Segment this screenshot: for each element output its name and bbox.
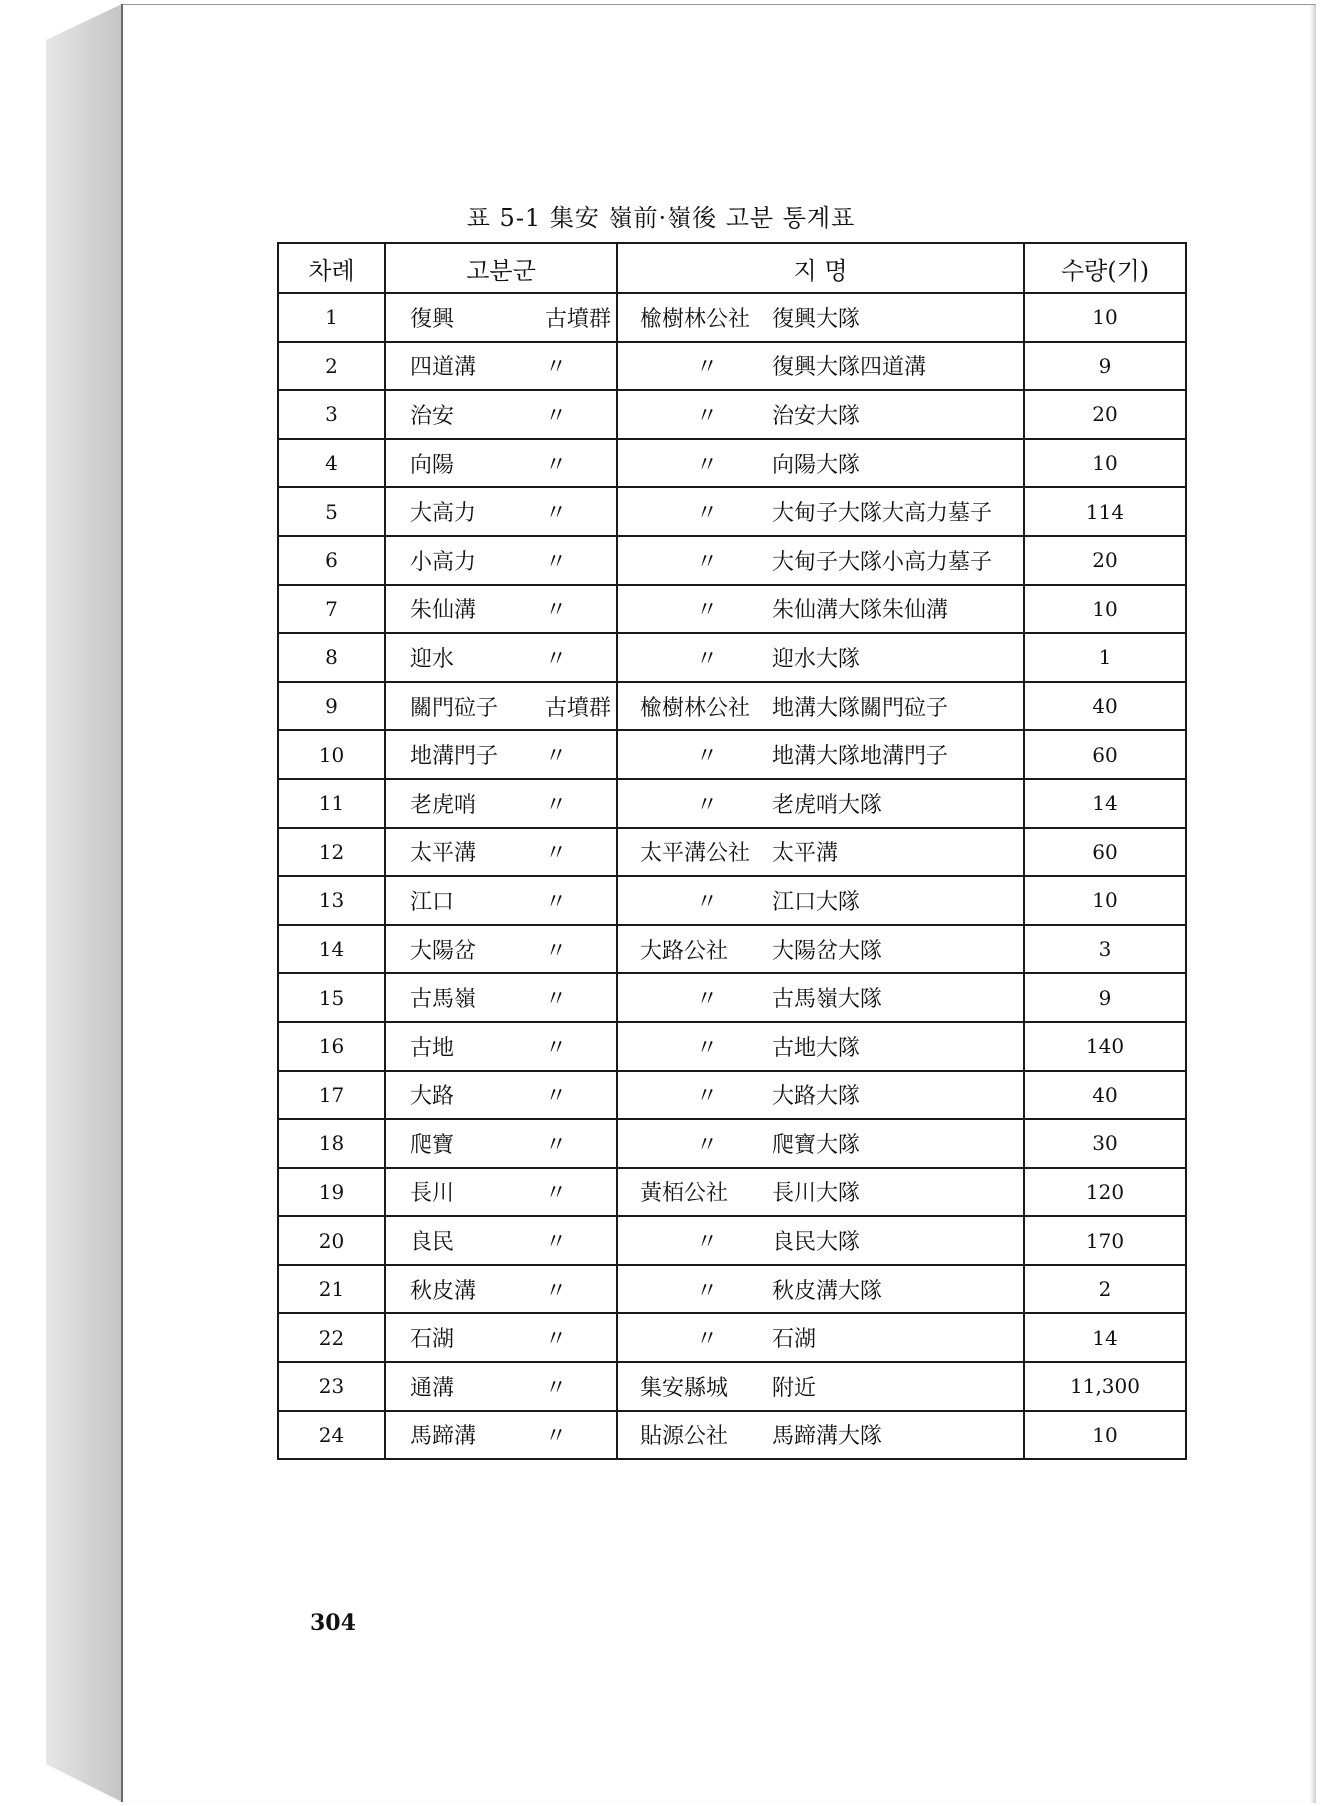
quantity-cell: 140 [1024, 1022, 1186, 1071]
table-row [278, 682, 1186, 731]
tomb-group-name: 朱仙溝 [410, 598, 477, 624]
location-prefix: 〃 [696, 792, 719, 818]
location-name: 古地大隊 [772, 1035, 861, 1061]
tomb-group-suffix: 〃 [545, 549, 568, 575]
quantity-cell: 60 [1024, 730, 1186, 779]
table-caption: 표 5-1 集安 嶺前·嶺後 고분 통계표 [466, 204, 856, 232]
location-prefix: 〃 [696, 1035, 719, 1061]
row-number: 17 [278, 1071, 385, 1120]
location-prefix: 〃 [696, 598, 719, 624]
tomb-group-name: 通溝 [410, 1375, 455, 1401]
location-prefix: 〃 [696, 1278, 719, 1304]
quantity-cell: 1 [1024, 633, 1186, 682]
quantity-cell: 10 [1024, 439, 1186, 488]
quantity-cell: 9 [1024, 342, 1186, 391]
tomb-group-name: 太平溝 [410, 841, 477, 867]
location-name: 地溝大隊關門砬子 [772, 695, 949, 721]
tomb-group-suffix: 古墳群 [545, 306, 612, 332]
table-row [278, 730, 1186, 779]
table-row [278, 1071, 1186, 1120]
tomb-group-name: 迎水 [410, 646, 455, 672]
tomb-group-suffix: 〃 [545, 452, 568, 478]
header-quantity: 수량(기) [1024, 243, 1186, 293]
tomb-group-suffix: 〃 [545, 792, 568, 818]
page-number: 304 [310, 1610, 356, 1636]
location-cell [617, 1119, 1024, 1168]
tomb-group-suffix: 〃 [545, 1278, 568, 1304]
quantity-cell: 10 [1024, 585, 1186, 634]
quantity-cell: 114 [1024, 487, 1186, 536]
location-prefix: 貼源公社 [640, 1424, 729, 1450]
location-cell [617, 925, 1024, 974]
table-row [278, 876, 1186, 925]
tomb-group-cell [385, 828, 617, 877]
tomb-group-name: 大高力 [410, 501, 477, 527]
quantity-cell: 10 [1024, 876, 1186, 925]
row-number: 5 [278, 487, 385, 536]
tomb-group-suffix: 〃 [545, 1375, 568, 1401]
location-prefix: 〃 [696, 355, 719, 381]
table-row [278, 1216, 1186, 1265]
tomb-group-cell [385, 1168, 617, 1217]
table-row [278, 585, 1186, 634]
location-cell [617, 1168, 1024, 1217]
location-prefix: 〃 [696, 1132, 719, 1158]
tomb-group-name: 治安 [410, 403, 455, 429]
location-prefix: 〃 [696, 646, 719, 672]
tomb-group-cell [385, 487, 617, 536]
location-cell [617, 1071, 1024, 1120]
table-row [278, 1119, 1186, 1168]
tomb-group-cell [385, 1216, 617, 1265]
table-row [278, 1265, 1186, 1314]
table-row [278, 439, 1186, 488]
tomb-group-cell [385, 1265, 617, 1314]
row-number: 15 [278, 973, 385, 1022]
location-prefix: 〃 [696, 744, 719, 770]
tomb-group-name: 復興 [410, 306, 455, 332]
quantity-cell: 2 [1024, 1265, 1186, 1314]
tomb-group-cell [385, 925, 617, 974]
tomb-group-suffix: 〃 [545, 501, 568, 527]
location-name: 復興大隊四道溝 [772, 355, 927, 381]
table-row [278, 487, 1186, 536]
location-cell [617, 1022, 1024, 1071]
table-row [278, 342, 1186, 391]
row-number: 23 [278, 1362, 385, 1411]
row-number: 3 [278, 390, 385, 439]
book-spine [46, 4, 122, 1802]
location-cell [617, 973, 1024, 1022]
tomb-group-cell [385, 536, 617, 585]
tomb-group-name: 古馬嶺 [410, 987, 477, 1013]
tomb-group-suffix: 〃 [545, 841, 568, 867]
row-number: 1 [278, 293, 385, 342]
row-number: 20 [278, 1216, 385, 1265]
location-prefix: 楡樹林公社 [640, 695, 751, 721]
location-cell [617, 682, 1024, 731]
location-cell [617, 1362, 1024, 1411]
location-prefix: 〃 [696, 1230, 719, 1256]
table-row [278, 828, 1186, 877]
quantity-cell: 170 [1024, 1216, 1186, 1265]
location-name: 大甸子大隊小高力墓子 [772, 549, 993, 575]
location-prefix: 〃 [696, 452, 719, 478]
location-cell [617, 390, 1024, 439]
row-number: 19 [278, 1168, 385, 1217]
location-name: 治安大隊 [772, 403, 861, 429]
quantity-cell: 20 [1024, 536, 1186, 585]
location-name: 長川大隊 [772, 1181, 861, 1207]
row-number: 10 [278, 730, 385, 779]
tomb-group-cell [385, 1071, 617, 1120]
quantity-cell: 9 [1024, 973, 1186, 1022]
row-number: 6 [278, 536, 385, 585]
location-cell [617, 828, 1024, 877]
location-name: 馬蹄溝大隊 [772, 1424, 883, 1450]
table-row [278, 1313, 1186, 1362]
location-name: 太平溝 [772, 841, 839, 867]
row-number: 14 [278, 925, 385, 974]
tomb-group-name: 小高力 [410, 549, 477, 575]
location-cell [617, 1313, 1024, 1362]
tomb-group-suffix: 〃 [545, 1230, 568, 1256]
location-cell [617, 439, 1024, 488]
location-prefix: 集安縣城 [640, 1375, 729, 1401]
tomb-group-suffix: 〃 [545, 744, 568, 770]
location-prefix: 〃 [696, 889, 719, 915]
tomb-group-cell [385, 973, 617, 1022]
tomb-group-name: 爬寶 [410, 1132, 455, 1158]
row-number: 11 [278, 779, 385, 828]
location-cell [617, 293, 1024, 342]
location-prefix: 太平溝公社 [640, 841, 751, 867]
quantity-cell: 40 [1024, 1071, 1186, 1120]
tomb-group-name: 石湖 [410, 1327, 455, 1353]
location-name: 向陽大隊 [772, 452, 861, 478]
table-row [278, 779, 1186, 828]
location-name: 朱仙溝大隊朱仙溝 [772, 598, 949, 624]
row-number: 7 [278, 585, 385, 634]
tomb-group-name: 秋皮溝 [410, 1278, 477, 1304]
location-prefix: 〃 [696, 403, 719, 429]
table-body [278, 293, 1186, 1459]
location-name: 復興大隊 [772, 306, 861, 332]
quantity-cell: 30 [1024, 1119, 1186, 1168]
tomb-group-cell [385, 1313, 617, 1362]
row-number: 12 [278, 828, 385, 877]
tomb-group-name: 良民 [410, 1230, 455, 1256]
tomb-group-suffix: 〃 [545, 646, 568, 672]
tomb-group-name: 地溝門子 [410, 744, 499, 770]
quantity-cell: 3 [1024, 925, 1186, 974]
tomb-group-name: 馬蹄溝 [410, 1424, 477, 1450]
quantity-cell: 14 [1024, 1313, 1186, 1362]
tomb-group-cell [385, 876, 617, 925]
tomb-group-suffix: 〃 [545, 403, 568, 429]
tomb-group-cell [385, 1119, 617, 1168]
row-number: 4 [278, 439, 385, 488]
tomb-group-cell [385, 390, 617, 439]
tomb-group-name: 大陽岔 [410, 938, 477, 964]
table-row [278, 293, 1186, 342]
location-name: 秋皮溝大隊 [772, 1278, 883, 1304]
location-cell [617, 342, 1024, 391]
tomb-group-name: 老虎哨 [410, 792, 477, 818]
header-no: 차례 [278, 243, 385, 293]
tomb-group-suffix: 〃 [545, 938, 568, 964]
quantity-cell: 20 [1024, 390, 1186, 439]
row-number: 22 [278, 1313, 385, 1362]
row-number: 13 [278, 876, 385, 925]
tomb-group-suffix: 〃 [545, 355, 568, 381]
table-row [278, 633, 1186, 682]
quantity-cell: 40 [1024, 682, 1186, 731]
tomb-group-suffix: 〃 [545, 1327, 568, 1353]
location-name: 迎水大隊 [772, 646, 861, 672]
location-cell [617, 1411, 1024, 1460]
location-cell [617, 536, 1024, 585]
tomb-statistics-table [277, 242, 1187, 1460]
tomb-group-cell [385, 779, 617, 828]
table-row [278, 973, 1186, 1022]
row-number: 8 [278, 633, 385, 682]
location-cell [617, 585, 1024, 634]
location-name: 爬寶大隊 [772, 1132, 861, 1158]
tomb-group-suffix: 〃 [545, 889, 568, 915]
location-name: 大路大隊 [772, 1084, 861, 1110]
table-row [278, 536, 1186, 585]
location-cell [617, 779, 1024, 828]
tomb-group-suffix: 〃 [545, 987, 568, 1013]
location-name: 附近 [772, 1375, 817, 1401]
quantity-cell: 10 [1024, 1411, 1186, 1460]
tomb-group-suffix: 〃 [545, 1132, 568, 1158]
location-name: 大甸子大隊大高力墓子 [772, 501, 993, 527]
table-header-row [278, 243, 1186, 293]
tomb-group-suffix: 古墳群 [545, 695, 612, 721]
location-prefix: 〃 [696, 549, 719, 575]
location-cell [617, 1216, 1024, 1265]
location-prefix: 黃栢公社 [640, 1181, 729, 1207]
quantity-cell: 60 [1024, 828, 1186, 877]
table-row [278, 1411, 1186, 1460]
location-cell [617, 487, 1024, 536]
tomb-group-suffix: 〃 [545, 1181, 568, 1207]
tomb-group-cell [385, 682, 617, 731]
quantity-cell: 10 [1024, 293, 1186, 342]
location-cell [617, 633, 1024, 682]
tomb-group-cell [385, 730, 617, 779]
header-group: 고분군 [385, 243, 617, 293]
location-name: 老虎哨大隊 [772, 792, 883, 818]
row-number: 24 [278, 1411, 385, 1460]
location-name: 大陽岔大隊 [772, 938, 883, 964]
row-number: 18 [278, 1119, 385, 1168]
tomb-group-name: 關門砬子 [410, 695, 499, 721]
location-prefix: 〃 [696, 501, 719, 527]
tomb-group-name: 古地 [410, 1035, 455, 1061]
tomb-group-cell [385, 1362, 617, 1411]
location-name: 古馬嶺大隊 [772, 987, 883, 1013]
tomb-group-cell [385, 342, 617, 391]
row-number: 2 [278, 342, 385, 391]
location-name: 良民大隊 [772, 1230, 861, 1256]
table-row [278, 1168, 1186, 1217]
tomb-group-name: 江口 [410, 889, 455, 915]
tomb-group-suffix: 〃 [545, 1084, 568, 1110]
table-row [278, 1022, 1186, 1071]
location-cell [617, 1265, 1024, 1314]
row-number: 21 [278, 1265, 385, 1314]
location-name: 地溝大隊地溝門子 [772, 744, 949, 770]
tomb-group-cell [385, 1411, 617, 1460]
table-row [278, 390, 1186, 439]
tomb-group-suffix: 〃 [545, 1424, 568, 1450]
header-location: 지 명 [617, 243, 1024, 293]
location-name: 石湖 [772, 1327, 817, 1353]
location-cell [617, 876, 1024, 925]
quantity-cell: 11,300 [1024, 1362, 1186, 1411]
tomb-group-cell [385, 1022, 617, 1071]
quantity-cell: 14 [1024, 779, 1186, 828]
location-prefix: 〃 [696, 1084, 719, 1110]
tomb-group-name: 向陽 [410, 452, 455, 478]
tomb-group-suffix: 〃 [545, 598, 568, 624]
row-number: 16 [278, 1022, 385, 1071]
location-name: 江口大隊 [772, 889, 861, 915]
tomb-group-name: 四道溝 [410, 355, 477, 381]
quantity-cell: 120 [1024, 1168, 1186, 1217]
location-cell [617, 730, 1024, 779]
location-prefix: 楡樹林公社 [640, 306, 751, 332]
tomb-group-cell [385, 293, 617, 342]
tomb-group-suffix: 〃 [545, 1035, 568, 1061]
tomb-group-cell [385, 585, 617, 634]
location-prefix: 大路公社 [640, 938, 729, 964]
row-number: 9 [278, 682, 385, 731]
location-prefix: 〃 [696, 987, 719, 1013]
tomb-group-name: 大路 [410, 1084, 455, 1110]
table-row [278, 1362, 1186, 1411]
tomb-group-name: 長川 [410, 1181, 455, 1207]
tomb-group-cell [385, 439, 617, 488]
table-row [278, 925, 1186, 974]
tomb-group-cell [385, 633, 617, 682]
location-prefix: 〃 [696, 1327, 719, 1353]
